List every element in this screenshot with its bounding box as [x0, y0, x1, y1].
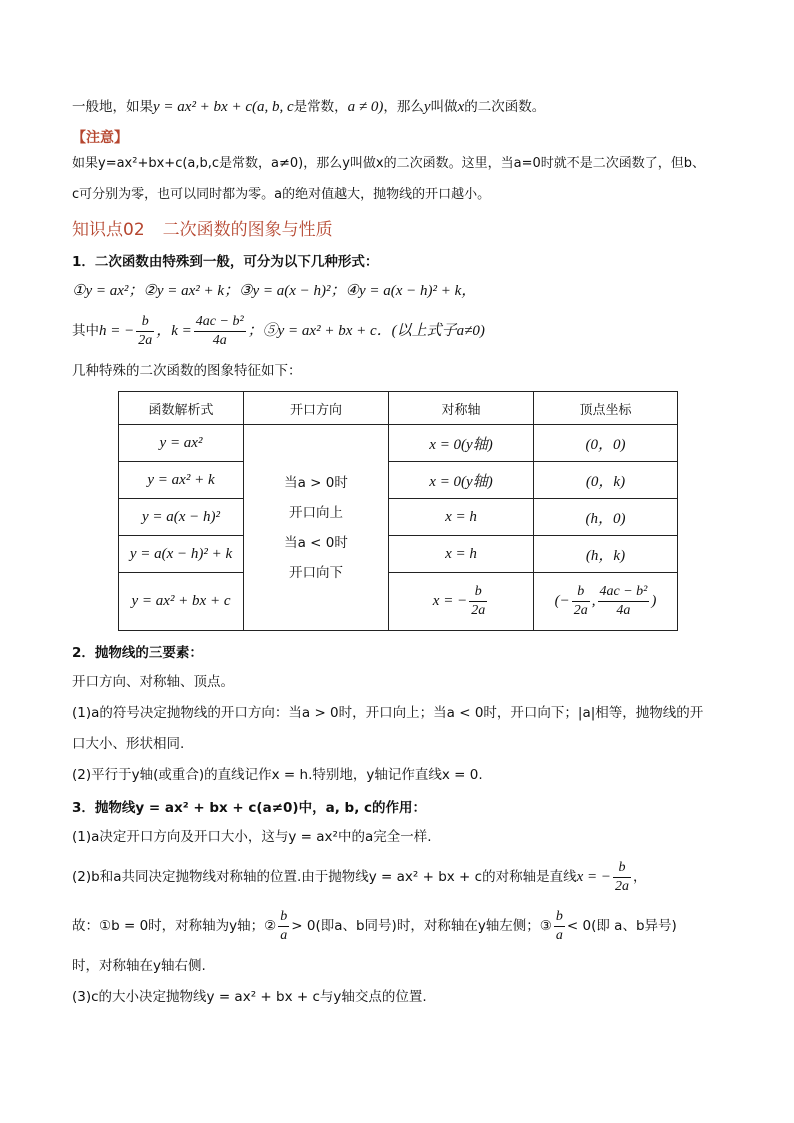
table-row: [119, 536, 678, 573]
header-axis: 对称轴: [389, 392, 534, 425]
intro-text-c: ，那么: [383, 99, 424, 115]
sub3-line-3-frac2: [554, 908, 565, 945]
sub3-line-3-b: > 0(即a、b同号)时，对称轴在y轴左侧；③: [291, 918, 552, 934]
row5-vertex-num1: b: [572, 583, 590, 602]
row5-vertex-comma: ,: [591, 593, 596, 609]
intro-condition: a ≠ 0): [347, 99, 384, 115]
features-table: [118, 391, 678, 631]
table-header-row: [119, 392, 678, 425]
sub3-line-2-text: (2)b和a共同决定抛物线对称轴的位置.由于抛物线y = ax² + bx + c的对称轴是直线: [72, 869, 577, 885]
opening-line-3: 当a < 0时: [284, 534, 348, 551]
header-vertex: 顶点坐标: [534, 392, 678, 425]
note-heading: 【注意】: [72, 130, 128, 146]
intro-definition: [72, 96, 732, 118]
sub3-line-2-lhs: x = −: [576, 869, 611, 885]
header-expression: 函数解析式: [119, 392, 244, 425]
sub3-line-3: [72, 906, 732, 946]
table-row: [119, 573, 678, 631]
sub1-heading: 1．二次函数由特殊到一般，可分为以下几种形式：: [72, 254, 379, 270]
opening-line-1: 当a > 0时: [284, 474, 348, 491]
k-numerator: 4ac − b²: [194, 313, 246, 332]
table-row: [119, 462, 678, 499]
intro-text-d: 叫做: [430, 99, 458, 115]
row3-axis: x = h: [389, 499, 534, 536]
sub2-heading: 2．抛物线的三要素：: [72, 645, 203, 661]
row5-vertex-frac2: [598, 583, 650, 620]
section-name: 二次函数的图象与性质: [162, 220, 333, 240]
sub3-heading: 3．抛物线y = ax² + bx + c(a≠0)中，a, b, c的作用：: [72, 800, 427, 816]
sub3-line-3-a: 故：①b = 0时，对称轴为y轴；②: [72, 918, 277, 934]
h-lhs: h = −: [99, 323, 135, 339]
sub3-line-5: (3)c的大小决定抛物线y = ax² + bx + c与y轴交点的位置.: [72, 989, 427, 1005]
intro-text-b: 是常数，: [293, 99, 348, 115]
note-line-1: 如果y=ax²+bx+c(a,b,c是常数，a≠0)，那么y叫做x的二次函数。这里，当a=0时就不是二次函数了，但b、: [72, 156, 706, 171]
row5-axis-fraction: [469, 583, 487, 620]
sub3-line-2-num: b: [613, 859, 631, 878]
intro-x: x: [457, 99, 465, 115]
opening-line-4: 开口向下: [289, 564, 343, 581]
row1-expr: y = ax²: [119, 425, 244, 462]
h-numerator: b: [136, 313, 154, 332]
row3-expr: y = a(x − h)²: [119, 499, 244, 536]
sub3-line-3-frac1: [278, 908, 289, 945]
row4-expr: y = a(x − h)² + k: [119, 536, 244, 573]
sub3-line-2-end: ，: [633, 869, 647, 885]
row5-axis-num: b: [469, 583, 487, 602]
intro-text-e: 的二次函数。: [464, 99, 546, 115]
row3-vertex: (h，0): [534, 499, 678, 536]
sub2-line-2: (1)a的符号决定抛物线的开口方向：当a > 0时，开口向上；当a < 0时，开口向下；|a|相等，抛物线的开: [72, 705, 704, 721]
section-number: 知识点02: [72, 220, 145, 240]
document-page: [72, 96, 732, 1017]
row5-vertex-den2: 4a: [616, 603, 631, 618]
h-fraction: [136, 313, 154, 350]
sub3-line-2-den: 2a: [615, 878, 629, 894]
section-title: [72, 215, 732, 240]
sub3-line-3-den2: a: [555, 927, 563, 943]
k-lhs: ，k =: [156, 323, 192, 339]
row1-vertex: (0，0): [534, 425, 678, 462]
row5-axis-den: 2a: [471, 603, 486, 618]
row5-vertex-close: ): [651, 593, 657, 609]
note-line-2: c可分别为零，也可以同时都为零。a的绝对值越大，抛物线的开口越小。: [72, 187, 491, 202]
row5-expr: y = ax² + bx + c: [119, 573, 244, 631]
intro-formula: y = ax² + bx + c(a, b, c: [153, 99, 294, 115]
intro-y: y: [423, 99, 431, 115]
sub1-where: [72, 311, 732, 351]
row5-vertex-frac1: [572, 583, 590, 620]
opening-line-2: 开口向上: [289, 504, 343, 521]
row4-vertex: (h，k): [534, 536, 678, 573]
sub3-line-3-num1: b: [278, 908, 289, 927]
row5-vertex-num2: 4ac − b²: [598, 583, 650, 602]
row2-expr: y = ax² + k: [119, 462, 244, 499]
sub2-line-3: 口大小、形状相同.: [72, 736, 185, 752]
k-denominator: 4a: [212, 332, 227, 348]
row5-vertex-den1: 2a: [573, 603, 588, 618]
sub3-line-3-c: < 0(即 a、b异号): [566, 918, 677, 934]
sub2-line-1: 开口方向、对称轴、顶点。: [72, 674, 234, 690]
sub3-line-4: 时，对称轴在y轴右侧.: [72, 958, 206, 974]
row2-vertex: (0，k): [534, 462, 678, 499]
table-intro: 几种特殊的二次函数的图象特征如下：: [72, 363, 302, 379]
form-5: ；⑤y = ax² + bx + c．(以上式子a≠0): [247, 323, 485, 339]
sub1-forms: ①y = ax²；②y = ax² + k；③y = a(x − h)²；④y = a(x − h)² + k，: [72, 283, 477, 299]
row1-axis: x = 0(y轴): [389, 425, 534, 462]
sub3-line-3-num2: b: [554, 908, 565, 927]
h-denominator: 2a: [138, 332, 153, 348]
table-row: [119, 425, 678, 462]
sub3-line-2: [72, 857, 732, 897]
table-row: [119, 499, 678, 536]
sub3-line-3-den1: a: [280, 927, 288, 943]
row4-axis: x = h: [389, 536, 534, 573]
row5-axis-lhs: x = −: [432, 593, 468, 609]
opening-cell: [244, 425, 389, 631]
row5-vertex: [534, 573, 678, 631]
sub3-line-1: (1)a决定开口方向及开口大小，这与y = ax²中的a完全一样.: [72, 829, 432, 845]
row2-axis: x = 0(y轴): [389, 462, 534, 499]
where-label: 其中: [72, 323, 99, 339]
k-fraction: [194, 313, 246, 350]
intro-text-a: 一般地，如果: [72, 99, 153, 115]
row5-axis: [389, 573, 534, 631]
row5-vertex-open: (−: [554, 593, 570, 609]
header-opening: 开口方向: [244, 392, 389, 425]
sub3-line-2-fraction: [613, 859, 631, 896]
sub2-line-4: (2)平行于y轴(或重合)的直线记作x = h.特别地，y轴记作直线x = 0.: [72, 767, 483, 783]
